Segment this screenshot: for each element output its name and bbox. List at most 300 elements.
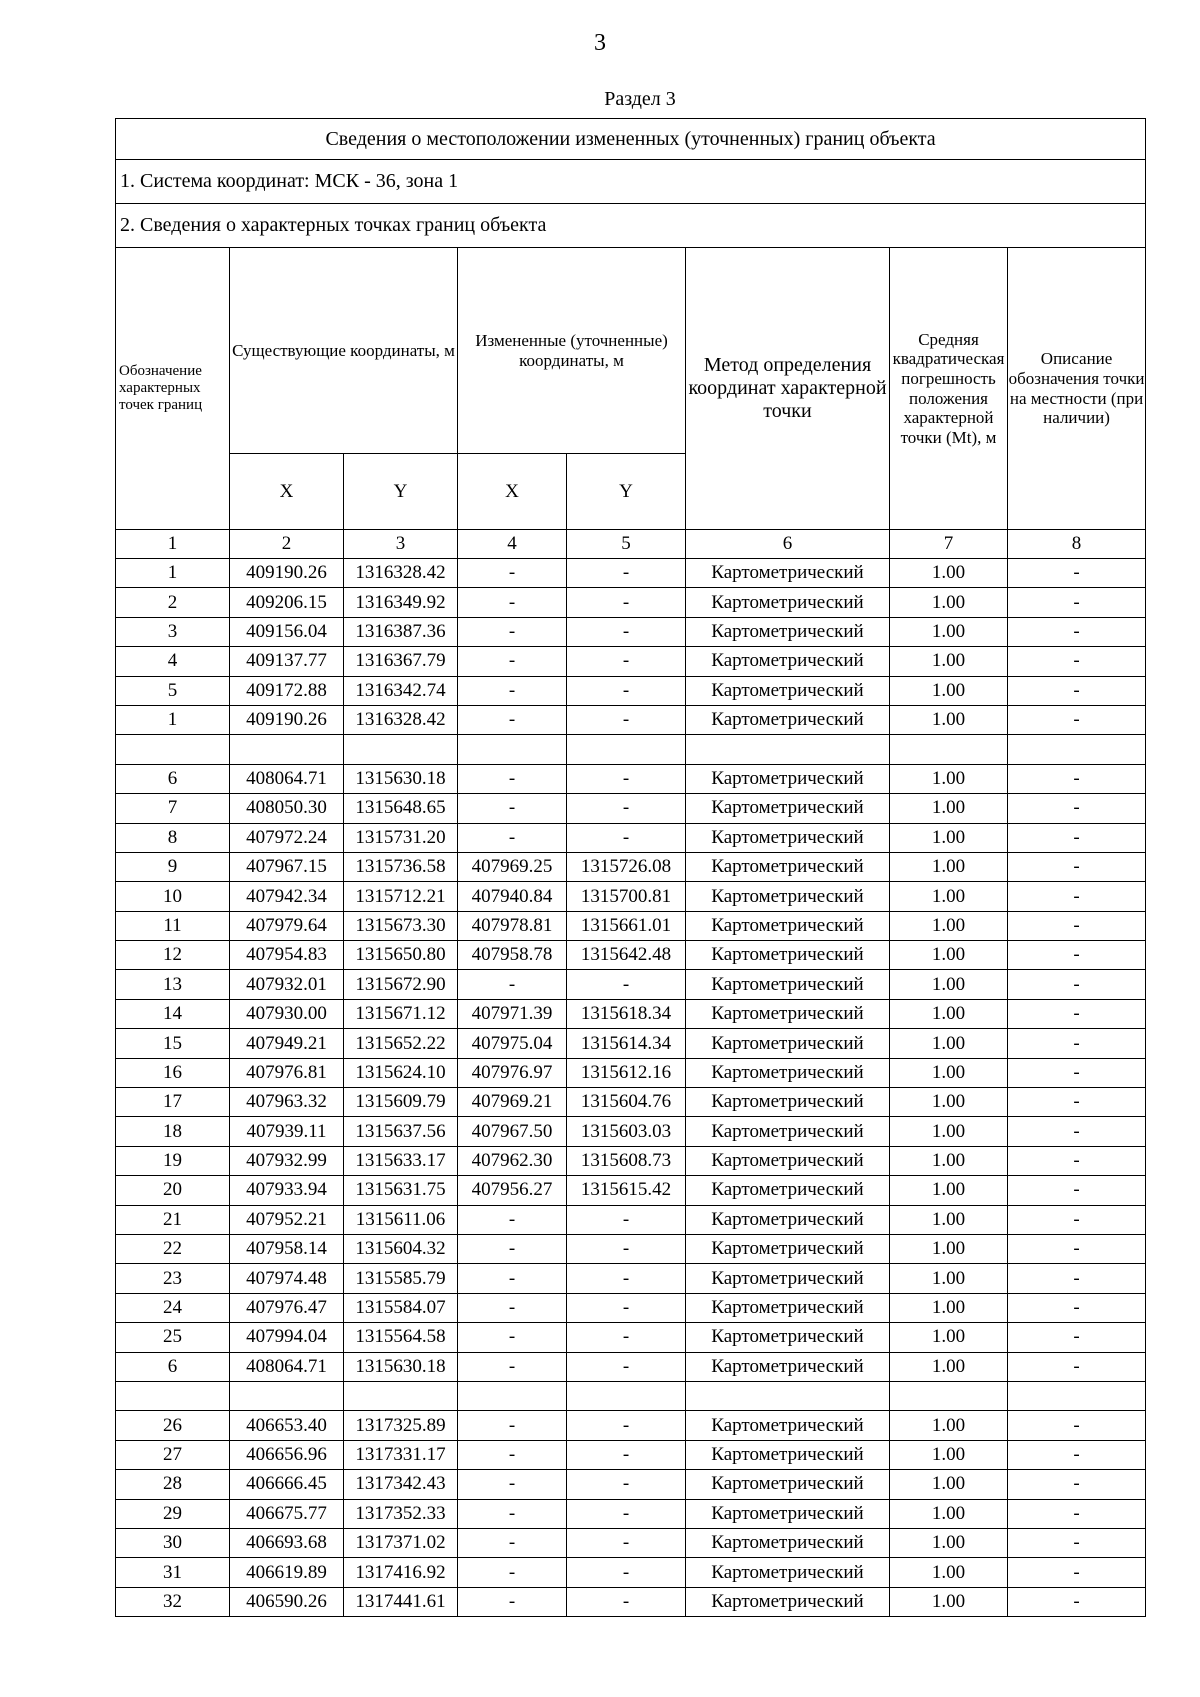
changed-y-cell: 1315603.03 xyxy=(567,1117,686,1146)
point-number-cell: 12 xyxy=(116,941,230,970)
point-number-cell: 24 xyxy=(116,1293,230,1322)
existing-y-cell: 1315624.10 xyxy=(344,1058,458,1087)
column-number: 7 xyxy=(890,530,1008,559)
description-cell: - xyxy=(1008,1470,1146,1499)
point-number-cell: 6 xyxy=(116,1352,230,1381)
header-existing-x: X xyxy=(230,454,344,530)
method-cell: Картометрический xyxy=(686,1293,890,1322)
existing-y-cell: 1315736.58 xyxy=(344,852,458,881)
existing-x-cell: 407972.24 xyxy=(230,823,344,852)
description-cell: - xyxy=(1008,882,1146,911)
changed-x-cell: - xyxy=(458,588,567,617)
changed-x-cell: - xyxy=(458,1293,567,1322)
description-cell: - xyxy=(1008,1499,1146,1528)
existing-y-cell: 1315712.21 xyxy=(344,882,458,911)
method-cell: Картометрический xyxy=(686,1029,890,1058)
point-number-cell: 19 xyxy=(116,1146,230,1175)
existing-x-cell: 408050.30 xyxy=(230,794,344,823)
mean-error-cell: 1.00 xyxy=(890,705,1008,734)
method-cell: Картометрический xyxy=(686,1146,890,1175)
changed-x-cell: - xyxy=(458,1558,567,1587)
empty-cell xyxy=(890,1381,1008,1410)
mean-error-cell: 1.00 xyxy=(890,911,1008,940)
empty-cell xyxy=(230,735,344,764)
changed-y-cell: - xyxy=(567,1470,686,1499)
changed-y-cell: - xyxy=(567,705,686,734)
mean-error-cell: 1.00 xyxy=(890,999,1008,1028)
mean-error-cell: 1.00 xyxy=(890,1264,1008,1293)
mean-error-cell: 1.00 xyxy=(890,1293,1008,1322)
existing-y-cell: 1315631.75 xyxy=(344,1176,458,1205)
table-row xyxy=(116,588,1146,617)
changed-y-cell: 1315604.76 xyxy=(567,1088,686,1117)
description-cell: - xyxy=(1008,1029,1146,1058)
changed-x-cell: 407975.04 xyxy=(458,1029,567,1058)
empty-cell xyxy=(230,1381,344,1410)
mean-error-cell: 1.00 xyxy=(890,794,1008,823)
changed-x-cell: 407969.21 xyxy=(458,1088,567,1117)
mean-error-cell: 1.00 xyxy=(890,1176,1008,1205)
point-number-cell: 1 xyxy=(116,559,230,588)
changed-y-cell: - xyxy=(567,1352,686,1381)
header-changed-y: Y xyxy=(567,454,686,530)
section-title: Раздел 3 xyxy=(604,88,676,110)
existing-x-cell: 407979.64 xyxy=(230,911,344,940)
existing-x-cell: 408064.71 xyxy=(230,1352,344,1381)
changed-x-cell: - xyxy=(458,970,567,999)
existing-y-cell: 1315671.12 xyxy=(344,999,458,1028)
mean-error-cell: 1.00 xyxy=(890,1058,1008,1087)
existing-y-cell: 1317325.89 xyxy=(344,1411,458,1440)
existing-y-cell: 1315564.58 xyxy=(344,1323,458,1352)
existing-x-cell: 409190.26 xyxy=(230,559,344,588)
changed-y-cell: 1315618.34 xyxy=(567,999,686,1028)
existing-y-cell: 1315633.17 xyxy=(344,1146,458,1175)
point-number-cell: 5 xyxy=(116,676,230,705)
existing-x-cell: 406675.77 xyxy=(230,1499,344,1528)
description-cell: - xyxy=(1008,852,1146,881)
changed-x-cell: 407969.25 xyxy=(458,852,567,881)
existing-x-cell: 407954.83 xyxy=(230,941,344,970)
changed-y-cell: 1315700.81 xyxy=(567,882,686,911)
existing-y-cell: 1316349.92 xyxy=(344,588,458,617)
existing-x-cell: 407949.21 xyxy=(230,1029,344,1058)
description-cell: - xyxy=(1008,1176,1146,1205)
existing-x-cell: 406653.40 xyxy=(230,1411,344,1440)
existing-x-cell: 407963.32 xyxy=(230,1088,344,1117)
method-cell: Картометрический xyxy=(686,1088,890,1117)
existing-y-cell: 1316328.42 xyxy=(344,559,458,588)
changed-y-cell: - xyxy=(567,1411,686,1440)
changed-y-cell: - xyxy=(567,559,686,588)
description-cell: - xyxy=(1008,941,1146,970)
changed-x-cell: 407958.78 xyxy=(458,941,567,970)
point-number-cell: 13 xyxy=(116,970,230,999)
changed-y-cell: - xyxy=(567,1205,686,1234)
existing-y-cell: 1315637.56 xyxy=(344,1117,458,1146)
description-cell: - xyxy=(1008,1587,1146,1616)
table-row xyxy=(116,1088,1146,1117)
existing-x-cell: 407958.14 xyxy=(230,1234,344,1263)
changed-x-cell: 407956.27 xyxy=(458,1176,567,1205)
mean-error-cell: 1.00 xyxy=(890,559,1008,588)
existing-y-cell: 1316342.74 xyxy=(344,676,458,705)
existing-y-cell: 1315604.32 xyxy=(344,1234,458,1263)
method-cell: Картометрический xyxy=(686,705,890,734)
existing-x-cell: 407932.01 xyxy=(230,970,344,999)
mean-error-cell: 1.00 xyxy=(890,852,1008,881)
existing-x-cell: 407952.21 xyxy=(230,1205,344,1234)
header-method: Метод определения координат характерной точки xyxy=(686,248,890,530)
changed-y-cell: - xyxy=(567,588,686,617)
method-cell: Картометрический xyxy=(686,1528,890,1557)
method-cell: Картометрический xyxy=(686,764,890,793)
changed-x-cell: - xyxy=(458,647,567,676)
existing-y-cell: 1317352.33 xyxy=(344,1499,458,1528)
method-cell: Картометрический xyxy=(686,1323,890,1352)
description-cell: - xyxy=(1008,1558,1146,1587)
changed-y-cell: 1315608.73 xyxy=(567,1146,686,1175)
method-cell: Картометрический xyxy=(686,941,890,970)
description-cell: - xyxy=(1008,1117,1146,1146)
table-row xyxy=(116,970,1146,999)
description-cell: - xyxy=(1008,1323,1146,1352)
changed-y-cell: - xyxy=(567,1528,686,1557)
table-row xyxy=(116,1205,1146,1234)
existing-x-cell: 406619.89 xyxy=(230,1558,344,1587)
table-row xyxy=(116,1411,1146,1440)
point-number-cell: 6 xyxy=(116,764,230,793)
table-row xyxy=(116,1176,1146,1205)
table-row xyxy=(116,999,1146,1028)
empty-cell xyxy=(567,735,686,764)
column-number: 1 xyxy=(116,530,230,559)
changed-x-cell: 407971.39 xyxy=(458,999,567,1028)
empty-cell xyxy=(116,735,230,764)
table-row xyxy=(116,941,1146,970)
changed-y-cell: - xyxy=(567,647,686,676)
existing-x-cell: 406656.96 xyxy=(230,1440,344,1469)
existing-x-cell: 407939.11 xyxy=(230,1117,344,1146)
mean-error-cell: 1.00 xyxy=(890,1234,1008,1263)
point-number-cell: 23 xyxy=(116,1264,230,1293)
method-cell: Картометрический xyxy=(686,1352,890,1381)
changed-y-cell: - xyxy=(567,1587,686,1616)
mean-error-cell: 1.00 xyxy=(890,588,1008,617)
method-cell: Картометрический xyxy=(686,1176,890,1205)
method-cell: Картометрический xyxy=(686,1440,890,1469)
table-row xyxy=(116,764,1146,793)
existing-y-cell: 1315672.90 xyxy=(344,970,458,999)
method-cell: Картометрический xyxy=(686,852,890,881)
changed-y-cell: 1315612.16 xyxy=(567,1058,686,1087)
changed-x-cell: - xyxy=(458,1264,567,1293)
point-number-cell: 14 xyxy=(116,999,230,1028)
changed-x-cell: - xyxy=(458,617,567,646)
table-row xyxy=(116,823,1146,852)
method-cell: Картометрический xyxy=(686,823,890,852)
description-cell: - xyxy=(1008,794,1146,823)
description-cell: - xyxy=(1008,1352,1146,1381)
empty-cell xyxy=(116,1381,230,1410)
table-row xyxy=(116,1440,1146,1469)
page-number: 3 xyxy=(594,30,606,56)
description-cell: - xyxy=(1008,705,1146,734)
method-cell: Картометрический xyxy=(686,1264,890,1293)
description-cell: - xyxy=(1008,1411,1146,1440)
changed-x-cell: - xyxy=(458,1499,567,1528)
table-row xyxy=(116,1587,1146,1616)
changed-y-cell: - xyxy=(567,1558,686,1587)
point-number-cell: 28 xyxy=(116,1470,230,1499)
contour-separator-row xyxy=(116,735,1146,764)
existing-y-cell: 1315611.06 xyxy=(344,1205,458,1234)
changed-x-cell: - xyxy=(458,1587,567,1616)
changed-y-cell: 1315661.01 xyxy=(567,911,686,940)
mean-error-cell: 1.00 xyxy=(890,882,1008,911)
changed-x-cell: - xyxy=(458,1205,567,1234)
point-number-cell: 11 xyxy=(116,911,230,940)
changed-x-cell: - xyxy=(458,764,567,793)
description-cell: - xyxy=(1008,588,1146,617)
existing-y-cell: 1315648.65 xyxy=(344,794,458,823)
description-cell: - xyxy=(1008,1205,1146,1234)
method-cell: Картометрический xyxy=(686,1117,890,1146)
empty-cell xyxy=(890,735,1008,764)
mean-error-cell: 1.00 xyxy=(890,764,1008,793)
method-cell: Картометрический xyxy=(686,1058,890,1087)
existing-y-cell: 1315609.79 xyxy=(344,1088,458,1117)
method-cell: Картометрический xyxy=(686,676,890,705)
contour-separator-row xyxy=(116,1381,1146,1410)
point-number-cell: 9 xyxy=(116,852,230,881)
table-row xyxy=(116,617,1146,646)
header-mean-error: Средняя квадратическая погрешность положения характерной точки (Mt), м xyxy=(890,248,1008,530)
existing-y-cell: 1316328.42 xyxy=(344,705,458,734)
existing-y-cell: 1315652.22 xyxy=(344,1029,458,1058)
empty-cell xyxy=(686,735,890,764)
existing-x-cell: 407932.99 xyxy=(230,1146,344,1175)
changed-y-cell: 1315642.48 xyxy=(567,941,686,970)
changed-y-cell: - xyxy=(567,823,686,852)
mean-error-cell: 1.00 xyxy=(890,647,1008,676)
changed-x-cell: - xyxy=(458,559,567,588)
method-cell: Картометрический xyxy=(686,1558,890,1587)
description-cell: - xyxy=(1008,1293,1146,1322)
method-cell: Картометрический xyxy=(686,588,890,617)
table-row xyxy=(116,1470,1146,1499)
changed-y-cell: - xyxy=(567,676,686,705)
description-cell: - xyxy=(1008,1234,1146,1263)
table-row xyxy=(116,559,1146,588)
existing-x-cell: 407933.94 xyxy=(230,1176,344,1205)
table-row xyxy=(116,1499,1146,1528)
table-title: Сведения о местоположении измененных (уточненных) границ объекта xyxy=(116,119,1146,160)
changed-y-cell: - xyxy=(567,794,686,823)
header-designation: Обозначение характерных точек границ xyxy=(116,248,230,530)
description-cell: - xyxy=(1008,999,1146,1028)
changed-y-cell: - xyxy=(567,1293,686,1322)
changed-y-cell: - xyxy=(567,1323,686,1352)
empty-cell xyxy=(1008,1381,1146,1410)
existing-y-cell: 1317331.17 xyxy=(344,1440,458,1469)
existing-x-cell: 409190.26 xyxy=(230,705,344,734)
mean-error-cell: 1.00 xyxy=(890,1587,1008,1616)
changed-y-cell: - xyxy=(567,764,686,793)
mean-error-cell: 1.00 xyxy=(890,676,1008,705)
existing-y-cell: 1315673.30 xyxy=(344,911,458,940)
mean-error-cell: 1.00 xyxy=(890,941,1008,970)
method-cell: Картометрический xyxy=(686,999,890,1028)
mean-error-cell: 1.00 xyxy=(890,823,1008,852)
method-cell: Картометрический xyxy=(686,1587,890,1616)
point-number-cell: 1 xyxy=(116,705,230,734)
description-cell: - xyxy=(1008,823,1146,852)
table-row xyxy=(116,647,1146,676)
changed-y-cell: - xyxy=(567,1264,686,1293)
description-cell: - xyxy=(1008,617,1146,646)
method-cell: Картометрический xyxy=(686,1234,890,1263)
existing-x-cell: 407930.00 xyxy=(230,999,344,1028)
description-cell: - xyxy=(1008,1088,1146,1117)
table-row xyxy=(116,1058,1146,1087)
description-cell: - xyxy=(1008,764,1146,793)
table-row xyxy=(116,794,1146,823)
changed-x-cell: 407967.50 xyxy=(458,1117,567,1146)
existing-x-cell: 409137.77 xyxy=(230,647,344,676)
existing-y-cell: 1317342.43 xyxy=(344,1470,458,1499)
mean-error-cell: 1.00 xyxy=(890,1117,1008,1146)
header-existing-y: Y xyxy=(344,454,458,530)
point-number-cell: 7 xyxy=(116,794,230,823)
existing-y-cell: 1315584.07 xyxy=(344,1293,458,1322)
point-number-cell: 32 xyxy=(116,1587,230,1616)
method-cell: Картометрический xyxy=(686,1411,890,1440)
point-number-cell: 4 xyxy=(116,647,230,676)
table-row xyxy=(116,1234,1146,1263)
existing-x-cell: 406666.45 xyxy=(230,1470,344,1499)
changed-x-cell: 407962.30 xyxy=(458,1146,567,1175)
mean-error-cell: 1.00 xyxy=(890,1411,1008,1440)
point-number-cell: 21 xyxy=(116,1205,230,1234)
mean-error-cell: 1.00 xyxy=(890,1470,1008,1499)
method-cell: Картометрический xyxy=(686,794,890,823)
point-number-cell: 31 xyxy=(116,1558,230,1587)
changed-y-cell: 1315615.42 xyxy=(567,1176,686,1205)
existing-y-cell: 1317441.61 xyxy=(344,1587,458,1616)
point-number-cell: 20 xyxy=(116,1176,230,1205)
column-number: 8 xyxy=(1008,530,1146,559)
existing-x-cell: 407976.47 xyxy=(230,1293,344,1322)
table-row xyxy=(116,1558,1146,1587)
mean-error-cell: 1.00 xyxy=(890,970,1008,999)
method-cell: Картометрический xyxy=(686,882,890,911)
table-row xyxy=(116,911,1146,940)
mean-error-cell: 1.00 xyxy=(890,1205,1008,1234)
existing-x-cell: 407976.81 xyxy=(230,1058,344,1087)
point-number-cell: 30 xyxy=(116,1528,230,1557)
point-number-cell: 27 xyxy=(116,1440,230,1469)
method-cell: Картометрический xyxy=(686,1205,890,1234)
description-cell: - xyxy=(1008,1528,1146,1557)
description-cell: - xyxy=(1008,911,1146,940)
column-number: 2 xyxy=(230,530,344,559)
mean-error-cell: 1.00 xyxy=(890,1528,1008,1557)
point-number-cell: 17 xyxy=(116,1088,230,1117)
changed-x-cell: - xyxy=(458,1411,567,1440)
empty-cell xyxy=(344,1381,458,1410)
changed-x-cell: 407976.97 xyxy=(458,1058,567,1087)
existing-x-cell: 408064.71 xyxy=(230,764,344,793)
changed-y-cell: 1315726.08 xyxy=(567,852,686,881)
changed-x-cell: - xyxy=(458,1470,567,1499)
changed-x-cell: - xyxy=(458,1234,567,1263)
method-cell: Картометрический xyxy=(686,559,890,588)
method-cell: Картометрический xyxy=(686,617,890,646)
method-cell: Картометрический xyxy=(686,647,890,676)
column-numbers-row xyxy=(116,530,1146,559)
header-existing-coords: Существующие координаты, м xyxy=(230,248,458,454)
empty-cell xyxy=(458,1381,567,1410)
mean-error-cell: 1.00 xyxy=(890,1499,1008,1528)
mean-error-cell: 1.00 xyxy=(890,1323,1008,1352)
existing-y-cell: 1317416.92 xyxy=(344,1558,458,1587)
changed-x-cell: - xyxy=(458,794,567,823)
method-cell: Картометрический xyxy=(686,1499,890,1528)
existing-x-cell: 409156.04 xyxy=(230,617,344,646)
empty-cell xyxy=(344,735,458,764)
column-number: 6 xyxy=(686,530,890,559)
description-cell: - xyxy=(1008,647,1146,676)
table-row xyxy=(116,1352,1146,1381)
changed-y-cell: 1315614.34 xyxy=(567,1029,686,1058)
description-cell: - xyxy=(1008,970,1146,999)
existing-x-cell: 407942.34 xyxy=(230,882,344,911)
existing-y-cell: 1315585.79 xyxy=(344,1264,458,1293)
existing-x-cell: 409206.15 xyxy=(230,588,344,617)
table-row xyxy=(116,705,1146,734)
description-cell: - xyxy=(1008,1264,1146,1293)
table-row xyxy=(116,1323,1146,1352)
point-number-cell: 26 xyxy=(116,1411,230,1440)
empty-cell xyxy=(686,1381,890,1410)
table-row xyxy=(116,1146,1146,1175)
changed-y-cell: - xyxy=(567,1440,686,1469)
header-changed-x: X xyxy=(458,454,567,530)
point-number-cell: 8 xyxy=(116,823,230,852)
table-row xyxy=(116,1117,1146,1146)
existing-x-cell: 406693.68 xyxy=(230,1528,344,1557)
mean-error-cell: 1.00 xyxy=(890,1088,1008,1117)
description-cell: - xyxy=(1008,559,1146,588)
existing-y-cell: 1315650.80 xyxy=(344,941,458,970)
column-number: 4 xyxy=(458,530,567,559)
existing-y-cell: 1316387.36 xyxy=(344,617,458,646)
mean-error-cell: 1.00 xyxy=(890,1146,1008,1175)
point-number-cell: 15 xyxy=(116,1029,230,1058)
empty-cell xyxy=(567,1381,686,1410)
changed-x-cell: 407940.84 xyxy=(458,882,567,911)
existing-x-cell: 407974.48 xyxy=(230,1264,344,1293)
changed-x-cell: - xyxy=(458,1323,567,1352)
point-number-cell: 2 xyxy=(116,588,230,617)
existing-x-cell: 407967.15 xyxy=(230,852,344,881)
points-info-heading: 2. Сведения о характерных точках границ объекта xyxy=(116,204,1146,248)
point-number-cell: 10 xyxy=(116,882,230,911)
mean-error-cell: 1.00 xyxy=(890,1029,1008,1058)
changed-x-cell: - xyxy=(458,1440,567,1469)
table-row xyxy=(116,1264,1146,1293)
